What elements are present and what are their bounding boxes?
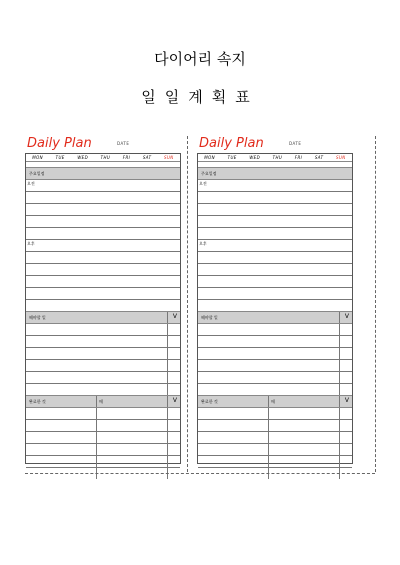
done-line[interactable] <box>198 456 352 468</box>
done-line[interactable] <box>26 456 180 468</box>
cut-line-bottom <box>25 473 375 474</box>
section-done-label: 완료한 것 <box>201 399 218 404</box>
pm-line[interactable] <box>198 240 352 252</box>
check-column <box>167 312 180 323</box>
done-line[interactable] <box>198 432 352 444</box>
check-cell[interactable] <box>339 420 352 431</box>
check-cell[interactable] <box>167 336 180 347</box>
check-mark: V <box>172 313 177 320</box>
done-line[interactable] <box>198 420 352 432</box>
schedule-line[interactable] <box>26 204 180 216</box>
weekday-row <box>26 154 180 162</box>
done-line[interactable] <box>26 408 180 420</box>
check-column <box>339 312 352 323</box>
check-cell[interactable] <box>167 444 180 455</box>
schedule-line[interactable] <box>26 300 180 311</box>
section-done-header <box>198 395 352 408</box>
check-cell[interactable] <box>339 360 352 371</box>
planner-header <box>25 136 181 152</box>
schedule-line[interactable] <box>198 276 352 288</box>
day-mon[interactable]: MON <box>204 155 216 160</box>
am-label: 오전 <box>27 181 35 186</box>
day-fri[interactable]: FRI <box>122 155 131 160</box>
check-column <box>167 396 180 407</box>
column-divider <box>96 396 97 407</box>
section-today-label: 주요일정 <box>201 171 217 176</box>
weekday-row <box>198 154 352 162</box>
check-cell[interactable] <box>339 348 352 359</box>
check-cell[interactable] <box>339 444 352 455</box>
pm-label: 오후 <box>27 241 35 246</box>
schedule-line[interactable] <box>26 216 180 228</box>
column-divider <box>96 444 97 455</box>
column-divider <box>268 408 269 419</box>
day-wed[interactable]: WED <box>77 155 89 160</box>
pm-line[interactable] <box>26 240 180 252</box>
done-line[interactable] <box>26 432 180 444</box>
section-today-header <box>198 167 352 180</box>
schedule-line[interactable] <box>198 300 352 311</box>
day-sat[interactable]: SAT <box>142 155 152 160</box>
planner-right <box>197 136 353 464</box>
date-label: DATE <box>117 141 130 146</box>
schedule-line[interactable] <box>26 192 180 204</box>
section-memo-label: 메 <box>271 399 275 404</box>
check-cell[interactable] <box>167 384 180 395</box>
section-todo-header <box>26 311 180 324</box>
schedule-line[interactable] <box>198 252 352 264</box>
cut-line-right <box>375 136 376 472</box>
check-cell[interactable] <box>167 408 180 419</box>
check-mark: V <box>172 397 177 404</box>
check-cell[interactable] <box>339 372 352 383</box>
column-divider <box>96 420 97 431</box>
check-column <box>339 396 352 407</box>
done-line[interactable] <box>198 408 352 420</box>
check-cell[interactable] <box>167 420 180 431</box>
section-today-label: 주요일정 <box>29 171 45 176</box>
schedule-line[interactable] <box>26 252 180 264</box>
check-mark: V <box>344 397 349 404</box>
todo-line[interactable] <box>198 384 352 395</box>
planner-body <box>25 153 181 464</box>
done-line[interactable] <box>26 444 180 456</box>
column-divider <box>268 456 269 467</box>
check-cell[interactable] <box>339 384 352 395</box>
check-cell[interactable] <box>167 360 180 371</box>
check-cell[interactable] <box>167 456 180 467</box>
check-cell[interactable] <box>339 324 352 335</box>
todo-line[interactable] <box>198 348 352 360</box>
todo-line[interactable] <box>198 372 352 384</box>
check-cell[interactable] <box>167 324 180 335</box>
schedule-line[interactable] <box>26 264 180 276</box>
schedule-line[interactable] <box>198 288 352 300</box>
schedule-line[interactable] <box>198 264 352 276</box>
planner-brand: Daily Plan <box>199 136 264 151</box>
pm-label: 오후 <box>199 241 207 246</box>
column-divider <box>96 456 97 467</box>
day-sun[interactable]: SUN <box>336 155 346 160</box>
day-thu[interactable]: THU <box>272 155 283 160</box>
day-sun[interactable]: SUN <box>164 155 174 160</box>
check-cell[interactable] <box>339 408 352 419</box>
cut-line-center <box>187 136 188 472</box>
section-todo-label: 해야할 일 <box>29 315 46 320</box>
schedule-line[interactable] <box>198 192 352 204</box>
date-label: DATE <box>289 141 302 146</box>
column-divider <box>268 396 269 407</box>
schedule-line[interactable] <box>26 288 180 300</box>
day-tue[interactable]: TUE <box>55 155 65 160</box>
planner-header <box>197 136 353 152</box>
check-cell[interactable] <box>167 432 180 443</box>
todo-line[interactable] <box>198 336 352 348</box>
check-cell[interactable] <box>167 372 180 383</box>
column-divider <box>268 420 269 431</box>
todo-line[interactable] <box>198 324 352 336</box>
check-cell[interactable] <box>339 432 352 443</box>
day-wed[interactable]: WED <box>249 155 261 160</box>
day-mon[interactable]: MON <box>32 155 44 160</box>
schedule-line[interactable] <box>26 276 180 288</box>
section-todo-label: 해야할 일 <box>201 315 218 320</box>
schedule-line[interactable] <box>198 204 352 216</box>
check-cell[interactable] <box>339 336 352 347</box>
todo-line[interactable] <box>26 372 180 384</box>
section-todo-header <box>198 311 352 324</box>
todo-line[interactable] <box>26 348 180 360</box>
todo-line[interactable] <box>26 336 180 348</box>
day-fri[interactable]: FRI <box>294 155 303 160</box>
check-mark: V <box>344 313 349 320</box>
section-memo-label: 메 <box>99 399 103 404</box>
todo-line[interactable] <box>26 324 180 336</box>
schedule-line[interactable] <box>198 228 352 240</box>
section-today-header <box>26 167 180 180</box>
day-thu[interactable]: THU <box>100 155 111 160</box>
column-divider <box>268 432 269 443</box>
done-line[interactable] <box>26 420 180 432</box>
schedule-line[interactable] <box>198 216 352 228</box>
done-line[interactable] <box>198 444 352 456</box>
column-divider <box>96 408 97 419</box>
section-done-header <box>26 395 180 408</box>
am-label: 오전 <box>199 181 207 186</box>
day-sat[interactable]: SAT <box>314 155 324 160</box>
am-line[interactable] <box>26 180 180 192</box>
schedule-line[interactable] <box>26 228 180 240</box>
column-divider <box>96 432 97 443</box>
planner-brand: Daily Plan <box>27 136 92 151</box>
check-cell[interactable] <box>339 456 352 467</box>
todo-line[interactable] <box>198 360 352 372</box>
planner-left <box>25 136 181 464</box>
planner-body <box>197 153 353 464</box>
section-done-label: 완료한 것 <box>29 399 46 404</box>
page-title: 다이어리 속지 <box>154 50 246 68</box>
todo-line[interactable] <box>26 360 180 372</box>
column-divider <box>268 444 269 455</box>
todo-line[interactable] <box>26 384 180 395</box>
check-cell[interactable] <box>167 348 180 359</box>
am-line[interactable] <box>198 180 352 192</box>
day-tue[interactable]: TUE <box>227 155 237 160</box>
page-subtitle: 일일계획표 <box>141 88 259 106</box>
